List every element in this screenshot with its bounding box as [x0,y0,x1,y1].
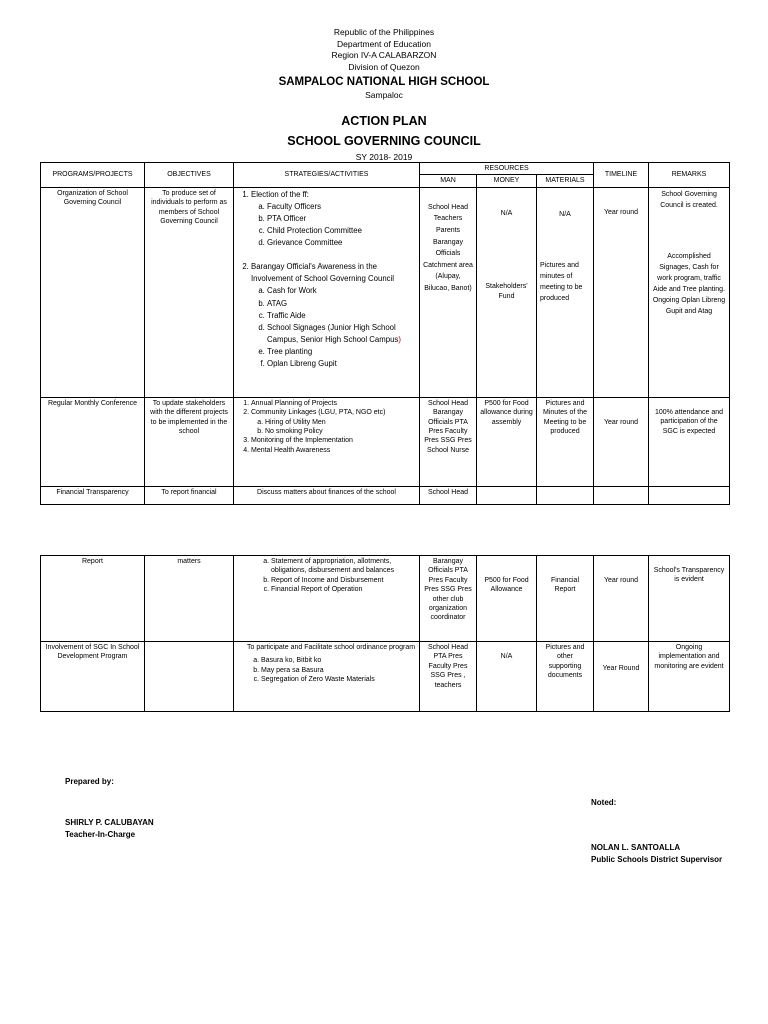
col-remarks: REMARKS [649,163,730,188]
department-line: Department of Education [336,38,432,49]
col-man: MAN [420,175,477,187]
man-cell: School Head Barangay Officials PTA Pres Faculty Pres SSG Pres School Nurse [420,397,477,486]
remarks-cell [649,187,730,397]
strategy-item: 3. Monitoring of the Implementation [251,436,416,445]
strategy-item: 2. Barangay Official's Awareness in the Involvement of School Governing Council a. Cash for Work b. ATAG c. Traffic Aide d. School Signages (Junior High School Campus, Senior High School Campus) e. Tree planting f. Oplan Libreng Gupit [251,261,416,370]
col-timeline: TIMELINE [594,163,649,188]
school-year: SY 2018- 2019 [355,152,413,162]
col-money: MONEY [477,175,537,187]
strategy-subitem: d. Grievance Committee [267,237,416,249]
col-strategies: STRATEGIES/ACTIVITIES [234,163,420,188]
strategy-item: 4. Mental Health Awareness [251,446,416,455]
strategy-cell [234,642,420,712]
strategy-item: 1. Annual Planning of Projects [251,399,416,408]
materials-cell: Pictures and Minutes of the Meeting to be produced [537,397,594,486]
noter-title: Public Schools District Supervisor [591,855,723,864]
preparer-title: Teacher-In-Charge [65,830,136,839]
strategy-cell [234,556,420,642]
strategy-subitem: a. Basura ko, Bitbit ko [261,656,416,665]
division-line: Division of Quezon [348,61,420,72]
materials-cell: Pictures and other supporting documents [537,642,594,712]
remarks-value: Ongoing Oplan Libreng Gupit and Atag [652,296,726,315]
money-value: N/A [500,209,513,217]
materials-value: Pictures and minutes of meeting to be produced [540,261,583,302]
program-cell: Report [41,556,145,642]
noted-label: Noted: [591,798,617,807]
objective-cell [145,642,234,712]
strategy-subitem: a. Hiring of Utility Men [265,418,416,427]
strategy-cell [234,187,420,397]
materials-cell [537,187,594,397]
materials-value: N/A [559,210,571,218]
man-cell: School Head [420,486,477,504]
materials-cell: Financial Report [537,556,594,642]
remarks-value: School Governing Council is created. [660,190,718,209]
table-row [41,556,730,642]
timeline-cell: Year round [594,556,649,642]
remarks-cell: 100% attendance and participation of the SGC is expected [649,397,730,486]
strategy-subitem: c. Financial Report of Operation [271,585,416,594]
table-row [41,486,730,504]
col-programs: PROGRAMS/PROJECTS [41,163,145,188]
strategy-subitem: b. Report of Income and Disbursement [271,576,416,585]
timeline-cell [594,486,649,504]
remarks-cell [649,486,730,504]
money-cell [477,486,537,504]
school-town: Sampaloc [365,90,403,100]
col-materials: MATERIALS [537,175,594,187]
money-cell: N/A [477,642,537,712]
strategy-subitem: b. ATAG [267,298,416,310]
strategy-subitem: b. May pera sa Basura [261,666,416,675]
strategy-subitem: a. Statement of appropriation, allotments, obligations, disbursement and balances [271,557,416,576]
table-row [41,187,730,397]
remarks-cell: School's Transparency is evident [649,556,730,642]
col-resources: RESOURCES [420,163,594,175]
action-plan-table [40,162,730,505]
materials-cell [537,486,594,504]
program-cell: Involvement of SGC In School Development Program [41,642,145,712]
man-cell: School Head PTA Pres Faculty Pres SSG Pres , teachers [420,642,477,712]
program-cell: Financial Transparency [41,486,145,504]
strategy-subitem: a. Cash for Work [267,285,416,297]
red-parenthesis: ) [398,334,401,344]
preparer-name: SHIRLY P. CALUBAYAN [65,818,154,827]
strategy-subitem: c. Traffic Aide [267,310,416,322]
document-title: ACTION PLAN [341,114,427,128]
school-name: SAMPALOC NATIONAL HIGH SCHOOL [278,76,490,88]
prepared-by-label: Prepared by: [65,777,114,786]
strategy-subitem: c. Segregation of Zero Waste Materials [261,675,416,684]
strategy-subitem: b. PTA Officer [267,213,416,225]
strategy-item: 2. Community Linkages (LGU, PTA, NGO etc) a. Hiring of Utility Men b. No smoking Policy [251,408,416,436]
strategy-subitem: e. Tree planting [267,346,416,358]
objective-cell: To update stakeholders with the different projects to be implemented in the school [145,397,234,486]
republic-line: Republic of the Philippines [333,27,435,37]
strategy-subitem: f. Oplan Libreng Gupit [267,358,416,370]
strategy-intro: To participate and Facilitate school ordinance program [247,644,416,651]
document-subtitle: SCHOOL GOVERNING COUNCIL [287,134,481,148]
objective-cell: matters [145,556,234,642]
money-cell: P500 for Food Allowance [477,556,537,642]
table-row [41,642,730,712]
strategy-subitem: c. Child Protection Committee [267,225,416,237]
remarks-cell: Ongoing implementation and monitoring are evident [649,642,730,712]
remarks-value: Accomplished Signages, Cash for work program, traffic Aide and Tree planting. [653,252,726,293]
strategy-subitem: d. School Signages (Junior High School Campus, Senior High School Campus) [267,322,416,346]
objective-cell: To produce set of individuals to perform as members of School Governing Council [145,187,234,397]
money-value: Stakeholders' Fund [485,283,528,300]
table-row [41,397,730,486]
region-line: Region IV-A CALABARZON [331,50,437,60]
man-cell: Barangay Officials PTA Pres Faculty Pres SSG Pres other club organization coordinator [420,556,477,642]
timeline-cell: Year round [594,397,649,486]
action-plan-table-continued [40,555,730,712]
program-cell: Regular Monthly Conference [41,397,145,486]
objective-cell: To report financial [145,486,234,504]
strategy-subitem: a. Faculty Officers [267,201,416,213]
timeline-cell: Year round [594,187,649,397]
col-objectives: OBJECTIVES [145,163,234,188]
noter-name: NOLAN L. SANTOALLA [591,843,681,852]
strategy-cell: Discuss matters about finances of the school [234,486,420,504]
money-cell [477,187,537,397]
letterhead [0,27,768,73]
money-cell: P500 for Food allowance during assembly [477,397,537,486]
program-cell: Organization of School Governing Council [41,187,145,397]
table-header-row [41,163,730,175]
man-cell: School Head Teachers Parents Barangay Officials Catchment area (Alupay, Bilucao, Banot) [420,187,477,397]
strategy-subitem: b. No smoking Policy [265,427,416,436]
strategy-item: 1. Election of the ff: a. Faculty Officers b. PTA Officer c. Child Protection Committee d. Grievance Committee [251,189,416,261]
strategy-cell [234,397,420,486]
timeline-cell: Year Round [594,642,649,712]
